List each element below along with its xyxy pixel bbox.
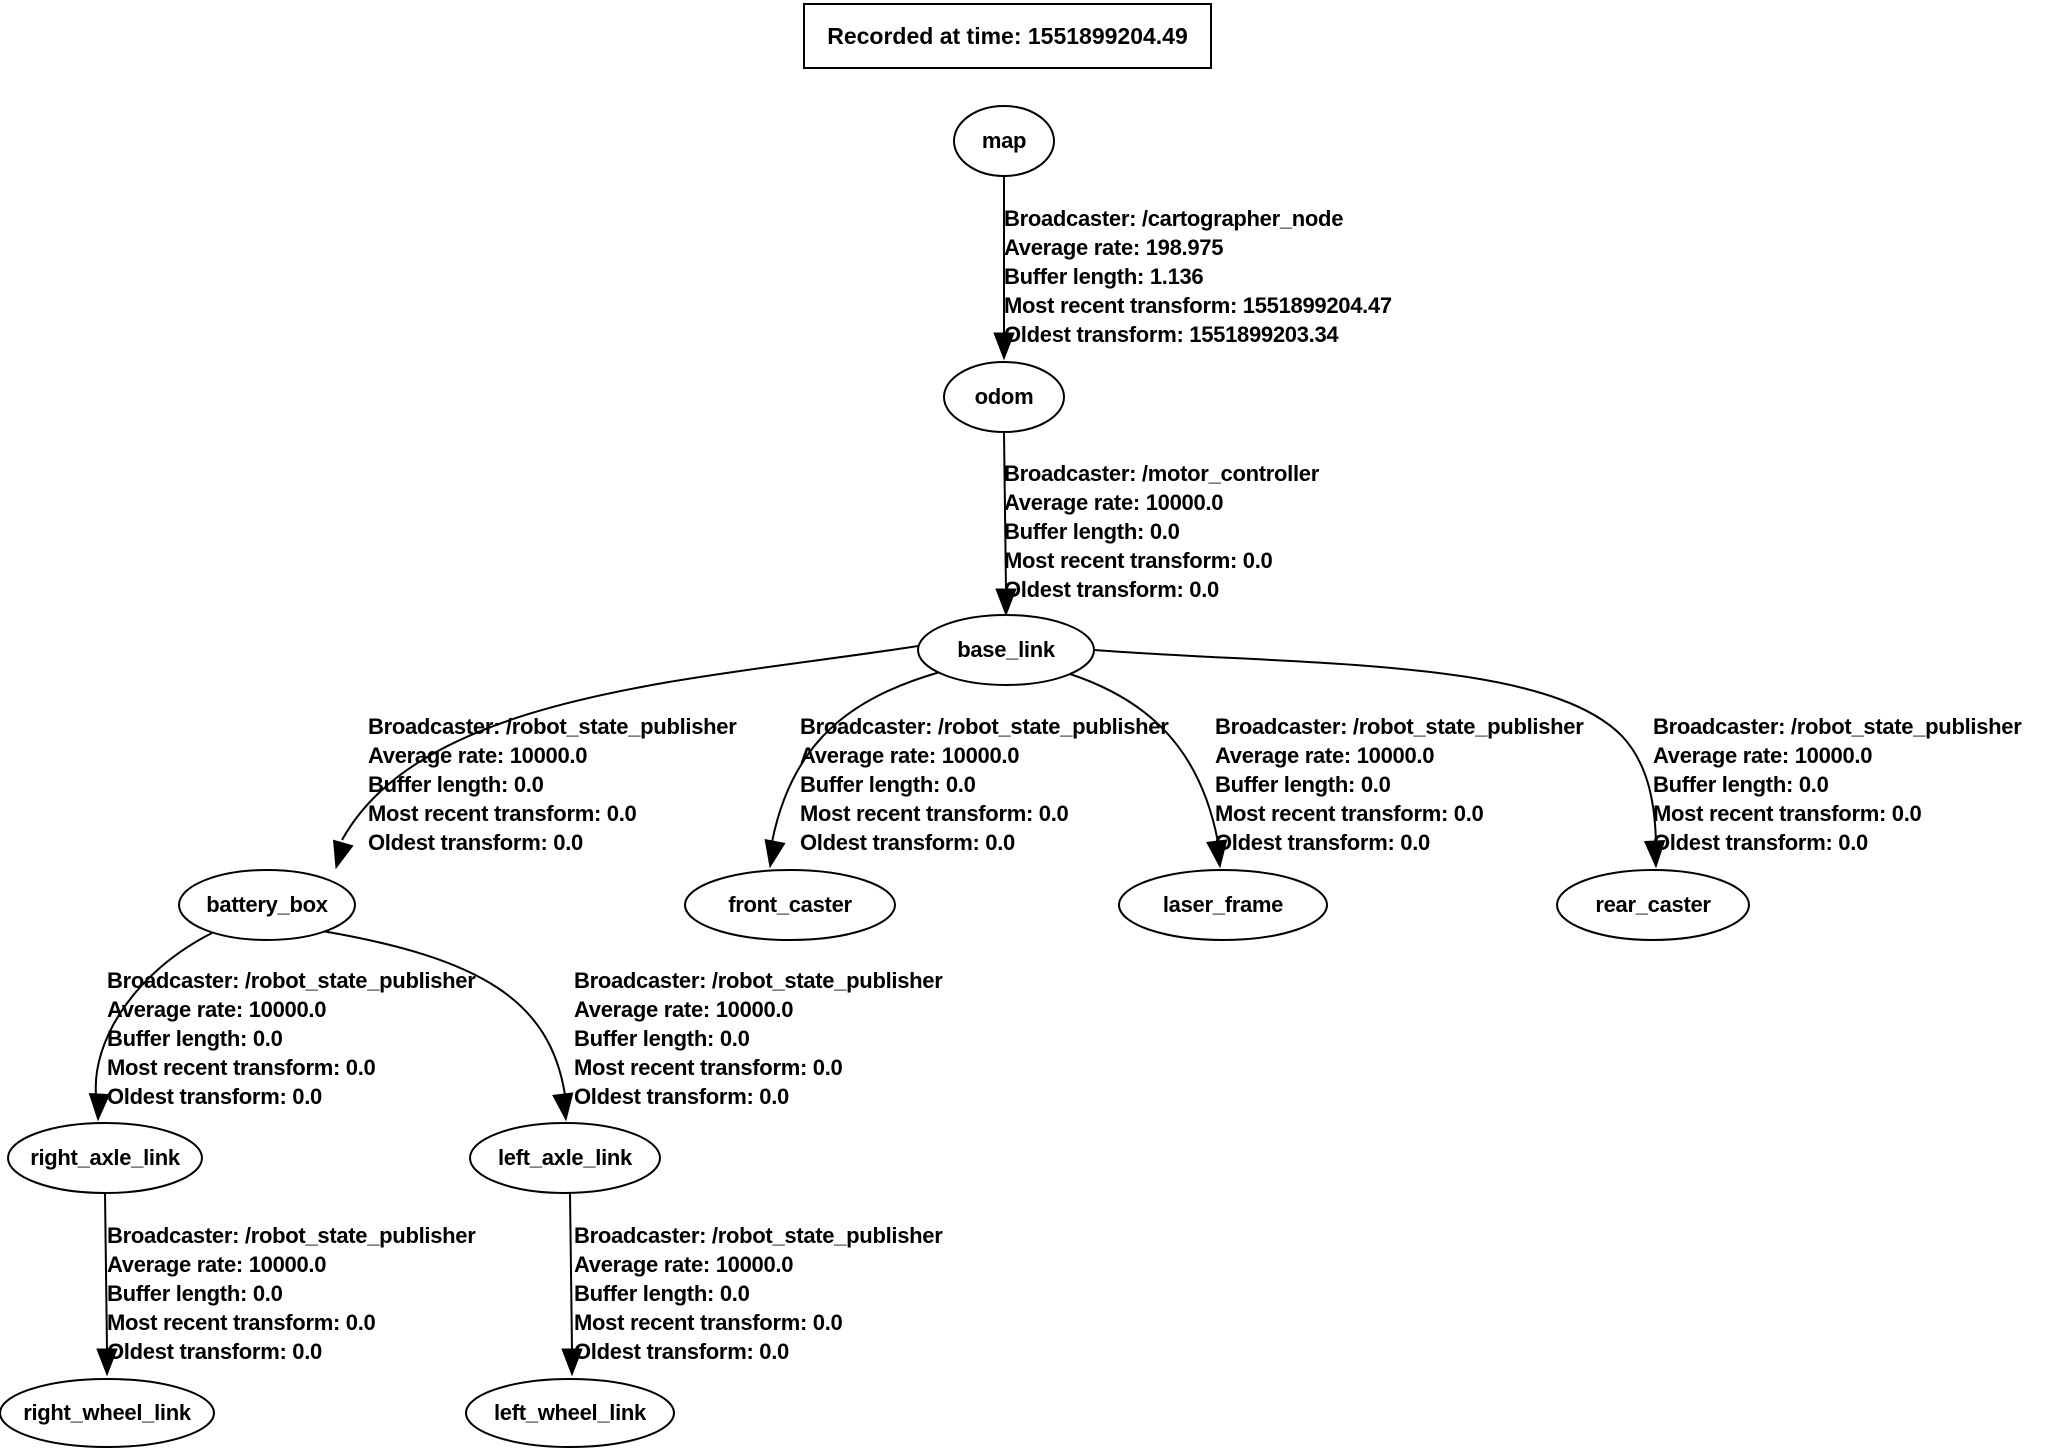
edge-label-line: Oldest transform: 0.0 bbox=[574, 1339, 789, 1364]
edge-label-line: Most recent transform: 0.0 bbox=[368, 801, 637, 826]
edge-label-odom-base_link bbox=[1004, 459, 1319, 604]
edge-label-line: Most recent transform: 0.0 bbox=[1215, 801, 1484, 826]
edge-label-line: Average rate: 10000.0 bbox=[574, 997, 794, 1022]
edge-label-line: Average rate: 10000.0 bbox=[107, 997, 327, 1022]
edge-left_axle_link-left_wheel_link bbox=[570, 1193, 572, 1350]
recorded-time-box bbox=[803, 3, 1212, 69]
node-label-right_wheel_link: right_wheel_link bbox=[23, 1400, 191, 1425]
edge-label-battery_box-right_axle_link bbox=[107, 966, 476, 1111]
edge-label-map-odom bbox=[1004, 204, 1392, 349]
edge-label-line: Broadcaster: /robot_state_publisher bbox=[800, 714, 1169, 739]
edge-label-line: Average rate: 10000.0 bbox=[1004, 490, 1224, 515]
edge-label-line: Most recent transform: 0.0 bbox=[574, 1055, 843, 1080]
edge-label-line: Oldest transform: 0.0 bbox=[574, 1084, 789, 1109]
edge-label-line: Most recent transform: 1551899204.47 bbox=[1004, 293, 1392, 318]
edge-label-line: Buffer length: 0.0 bbox=[800, 772, 976, 797]
edge-label-line: Buffer length: 0.0 bbox=[107, 1281, 283, 1306]
node-label-right_axle_link: right_axle_link bbox=[30, 1145, 180, 1170]
edge-label-base_link-laser_frame bbox=[1215, 712, 1584, 857]
edge-label-line: Broadcaster: /robot_state_publisher bbox=[107, 968, 476, 993]
edge-label-line: Buffer length: 0.0 bbox=[574, 1026, 750, 1051]
node-label-base_link: base_link bbox=[957, 637, 1055, 662]
edge-label-line: Average rate: 10000.0 bbox=[574, 1252, 794, 1277]
node-label-laser_frame: laser_frame bbox=[1162, 892, 1284, 917]
edge-label-line: Buffer length: 0.0 bbox=[1215, 772, 1391, 797]
edge-label-line: Buffer length: 0.0 bbox=[368, 772, 544, 797]
edge-label-line: Oldest transform: 0.0 bbox=[368, 830, 583, 855]
edge-label-line: Oldest transform: 0.0 bbox=[1215, 830, 1430, 855]
edge-label-line: Most recent transform: 0.0 bbox=[574, 1310, 843, 1335]
edge-label-line: Broadcaster: /robot_state_publisher bbox=[574, 1223, 943, 1248]
arrowhead-battery_box-left_axle_link bbox=[553, 1093, 576, 1121]
edge-label-line: Oldest transform: 0.0 bbox=[1653, 830, 1868, 855]
edge-label-base_link-front_caster bbox=[800, 712, 1169, 857]
edge-label-line: Most recent transform: 0.0 bbox=[1653, 801, 1922, 826]
edge-label-line: Broadcaster: /robot_state_publisher bbox=[107, 1223, 476, 1248]
edge-label-line: Buffer length: 0.0 bbox=[1653, 772, 1829, 797]
node-label-map: map bbox=[981, 128, 1027, 153]
edge-label-line: Oldest transform: 0.0 bbox=[107, 1339, 322, 1364]
edge-label-line: Broadcaster: /robot_state_publisher bbox=[574, 968, 943, 993]
edge-label-base_link-battery_box bbox=[368, 712, 737, 857]
edge-label-line: Oldest transform: 1551899203.34 bbox=[1004, 322, 1339, 347]
edge-label-line: Broadcaster: /robot_state_publisher bbox=[1215, 714, 1584, 739]
edge-label-line: Average rate: 10000.0 bbox=[368, 743, 588, 768]
edge-label-line: Oldest transform: 0.0 bbox=[800, 830, 1015, 855]
edge-label-line: Average rate: 10000.0 bbox=[1215, 743, 1435, 768]
edge-label-line: Most recent transform: 0.0 bbox=[800, 801, 1069, 826]
edge-label-line: Broadcaster: /robot_state_publisher bbox=[1653, 714, 2022, 739]
edge-label-left_axle_link-left_wheel_link bbox=[574, 1221, 943, 1366]
edge-label-line: Broadcaster: /cartographer_node bbox=[1004, 206, 1344, 231]
arrowhead-base_link-battery_box bbox=[326, 840, 352, 871]
edge-label-line: Average rate: 10000.0 bbox=[1653, 743, 1873, 768]
edge-label-line: Oldest transform: 0.0 bbox=[107, 1084, 322, 1109]
recorded-time-text: Recorded at time: 1551899204.49 bbox=[827, 22, 1188, 49]
edge-label-line: Oldest transform: 0.0 bbox=[1004, 577, 1219, 602]
edge-label-line: Buffer length: 1.136 bbox=[1004, 264, 1204, 289]
node-label-rear_caster: rear_caster bbox=[1595, 892, 1711, 917]
edge-label-right_axle_link-right_wheel_link bbox=[107, 1221, 476, 1366]
node-label-left_axle_link: left_axle_link bbox=[498, 1145, 632, 1170]
edge-label-line: Buffer length: 0.0 bbox=[574, 1281, 750, 1306]
edge-label-line: Most recent transform: 0.0 bbox=[107, 1310, 376, 1335]
node-label-odom: odom bbox=[974, 384, 1034, 409]
edge-label-line: Most recent transform: 0.0 bbox=[1004, 548, 1273, 573]
node-label-front_caster: front_caster bbox=[728, 892, 852, 917]
edge-label-line: Average rate: 198.975 bbox=[1004, 235, 1224, 260]
node-label-battery_box: battery_box bbox=[206, 892, 328, 917]
edge-label-line: Average rate: 10000.0 bbox=[800, 743, 1020, 768]
edge-label-line: Broadcaster: /motor_controller bbox=[1004, 461, 1319, 486]
edge-label-battery_box-left_axle_link bbox=[574, 966, 943, 1111]
arrowhead-base_link-front_caster bbox=[760, 840, 785, 869]
node-label-left_wheel_link: left_wheel_link bbox=[493, 1400, 647, 1425]
edge-label-base_link-rear_caster bbox=[1653, 712, 2022, 857]
edge-label-line: Buffer length: 0.0 bbox=[1004, 519, 1180, 544]
edge-label-line: Most recent transform: 0.0 bbox=[107, 1055, 376, 1080]
edge-label-line: Average rate: 10000.0 bbox=[107, 1252, 327, 1277]
edge-label-line: Broadcaster: /robot_state_publisher bbox=[368, 714, 737, 739]
edge-label-line: Buffer length: 0.0 bbox=[107, 1026, 283, 1051]
